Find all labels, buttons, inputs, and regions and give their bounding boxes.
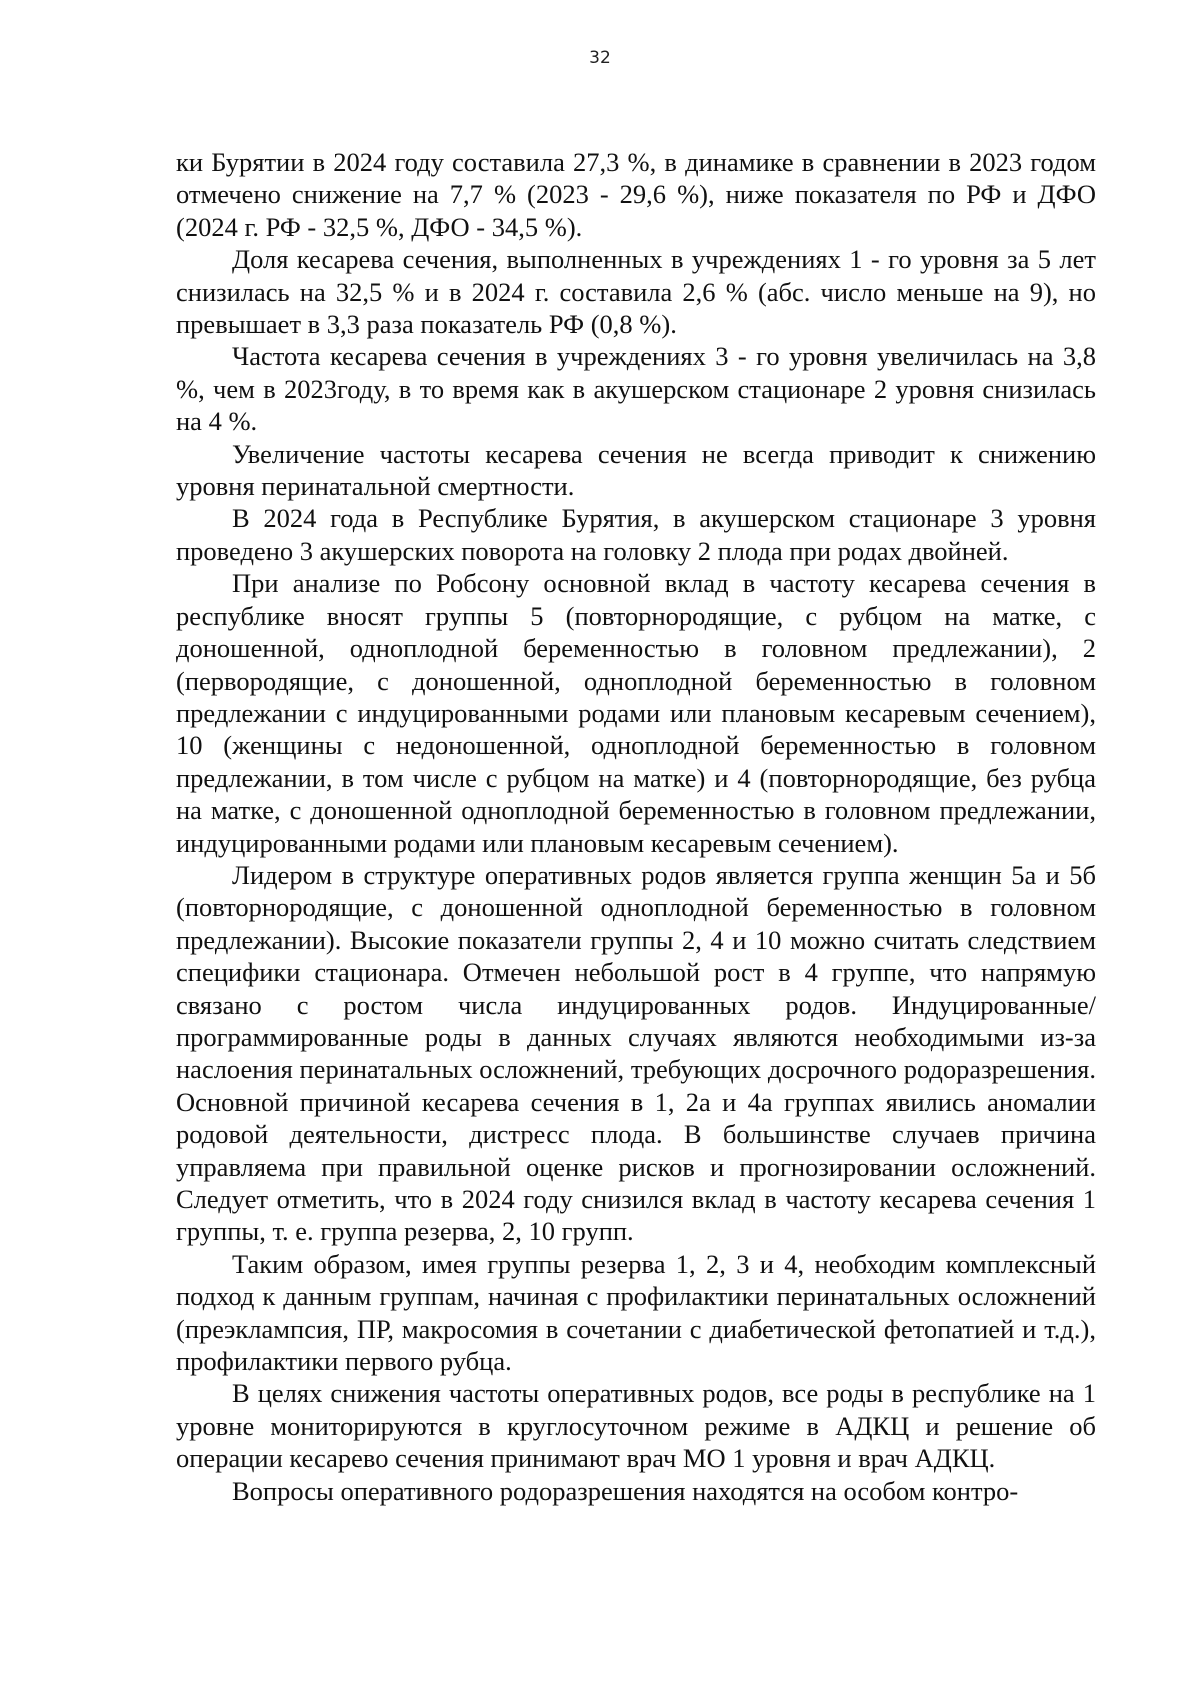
paragraph-operative-structure: Лидером в структуре оперативных родов является группа женщин 5а и 5б (повторнородящие, с доношенной одноплодной беременностью в головном предлежании). Высокие показатели группы 2, 4 и 10 можно считать следствием специфики стационара. Отмечен небольшой рост в 4 группе, что напрямую связано с ростом числа индуцированных родов. Индуцированные/программированные роды в данных случаях являются необходимыми из-за наслоения перинатальных осложнений, требующих досрочного родоразрешения. Основной причиной кесарева сечения в 1, 2а и 4а группах явились аномалии родовой деятельности, дистресс плода. В большинстве случаев причина управляема при правильной оценке рисков и прогнозировании осложнений. Следует отметить, что в 2024 году снизился вклад в частоту кесарева сечения 1 группы, т. е. группа резерва, 2, 10 групп. — [176, 859, 1096, 1247]
paragraph-robson-analysis: При анализе по Робсону основной вклад в частоту кесарева сечения в республике вносят группы 5 (повторнородящие, с рубцом на матке, с доношенной, одноплодной беременностью в головном предлежании), 2 (первородящие, с доношенной, одноплодной беременностью в головном предлежании с индуцированными родами или плановым кесаревым сечением), 10 (женщины с недоношенной, одноплодной беременностью в головном предлежании, в том числе с рубцом на матке) и 4 (повторнородящие, без рубца на матке, с доношенной одноплодной беременностью в головном предлежании, индуцированными родами или плановым кесаревым сечением). — [176, 568, 1096, 858]
body-text — [176, 146, 1096, 1507]
paragraph-monitoring: В целях снижения частоты оперативных родов, все роды в республике на 1 уровне мониторируются в круглосуточном режиме в АДКЦ и решение об операции кесарево сечения принимают врач МО 1 уровня и врач АДКЦ. — [176, 1378, 1096, 1474]
paragraph-continuation: ки Бурятии в 2024 году составила 27,3 %, в динамике в сравнении в 2023 годом отмечено снижение на 7,7 % (2023 - 29,6 %), ниже показателя по РФ и ДФО (2024 г. РФ - 32,5 %, ДФО - 34,5 %). — [176, 147, 1096, 242]
paragraph-cesarean-level1: Доля кесарева сечения, выполненных в учреждениях 1 - го уровня за 5 лет снизилась на 32,5 % и в 2024 г. составила 2,6 % (абс. число меньше на 9), но превышает в 3,3 раза показатель РФ (0,8 %). — [176, 244, 1096, 340]
page-number: 32 — [589, 48, 611, 68]
paragraph-cesarean-level3: Частота кесарева сечения в учреждениях 3 - го уровня увеличилась на 3,8 %, чем в 2023году, в то время как в акушерском стационаре 2 уровня снизилась на 4 %. — [176, 341, 1096, 437]
paragraph-reserve-groups: Таким образом, имея группы резерва 1, 2, 3 и 4, необходим комплексный подход к данным группам, начиная с профилактики перинатальных осложнений (преэклампсия, ПР, макросомия в сочетании с диабетической фетопатией и т.д.), профилактики первого рубца. — [176, 1248, 1096, 1377]
paragraph-perinatal-mortality: Увеличение частоты кесарева сечения не всегда приводит к снижению уровня перинатальной смертности. — [176, 438, 1096, 502]
paragraph-control: Вопросы оперативного родоразрешения находятся на особом контро- — [232, 1475, 1019, 1506]
paragraph-obstetric-turns: В 2024 года в Республике Бурятия, в акушерском стационаре 3 уровня проведено 3 акушерских поворота на головку 2 плода при родах двойней. — [176, 503, 1096, 566]
